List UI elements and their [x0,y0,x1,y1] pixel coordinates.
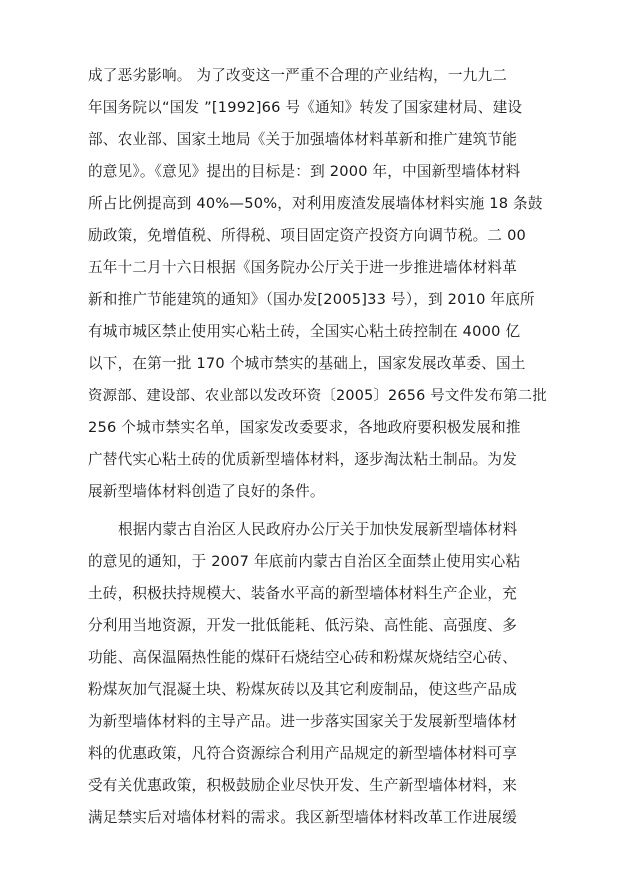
text-line: 以下，在第一批 170 个城市禁实的基础上，国家发展改革委、国土 [88,355,526,372]
text-line: 粉煤灰加气混凝土块、粉煤灰砖以及其它利废制品，使这些产品成 [88,681,518,698]
text-line: 为新型墙体材料的主导产品。进一步落实国家关于发展新型墙体材 [88,713,518,730]
text-line: 年国务院以“国发 ”[1992]66 号《通知》转发了国家建材局、建设 [88,99,523,116]
text-line: 256 个城市禁实名单，国家发改委要求，各地政府要积极发展和推 [88,419,521,436]
text-line: 满足禁实后对墙体材料的需求。我区新型墙体材料改革工作进展缓 [88,809,518,826]
text-line: 部、农业部、国家土地局《关于加强墙体材料革新和推广建筑节能 [88,131,518,148]
text-line: 功能、高保温隔热性能的煤矸石烧结空心砖和粉煤灰烧结空心砖、 [88,649,518,666]
text-line: 受有关优惠政策，积极鼓励企业尽快开发、生产新型墙体材料，来 [88,777,518,794]
text-line: 根据内蒙古自治区人民政府办公厅关于加快发展新型墙体材料 [118,521,518,538]
text-line: 的意见的通知，于 2007 年底前内蒙古自治区全面禁止使用实心粘 [88,553,521,570]
text-line: 成了恶劣影响。 为了改变这一严重不合理的产业结构，一九九二 [88,67,508,84]
text-line: 所占比例提高到 40%—50%，对利用废渣发展墙体材料实施 18 条鼓 [88,195,543,212]
text-line: 励政策，免增值税、所得税、项目固定资产投资方向调节税。二 00 [88,227,527,244]
text-line: 展新型墙体材料创造了良好的条件。 [88,483,325,500]
text-line: 五年十二月十六日根据《国务院办公厅关于进一步推进墙体材料革 [88,259,518,276]
text-line: 新和推广节能建筑的通知》（国办发[2005]33 号），到 2010 年底所 [88,291,535,308]
text-line: 的意见》。《意见》提出的目标是：到 2000 年，中国新型墙体材料 [88,163,521,180]
text-line: 土砖，积极扶持规模大、装备水平高的新型墙体材料生产企业，充 [88,585,518,602]
text-line: 广替代实心粘土砖的优质新型墙体材料，逐步淘汰粘土制品。为发 [88,451,518,468]
text-line: 分利用当地资源，开发一批低能耗、低污染、高性能、高强度、多 [88,617,518,634]
text-line: 资源部、建设部、农业部以发改环资〔2005〕2656 号文件发布第二批 [88,388,547,404]
text-line: 有城市城区禁止使用实心粘土砖，全国实心粘土砖控制在 4000 亿 [88,323,521,340]
text-line: 料的优惠政策，凡符合资源综合利用产品规定的新型墙体材料可享 [88,745,518,762]
